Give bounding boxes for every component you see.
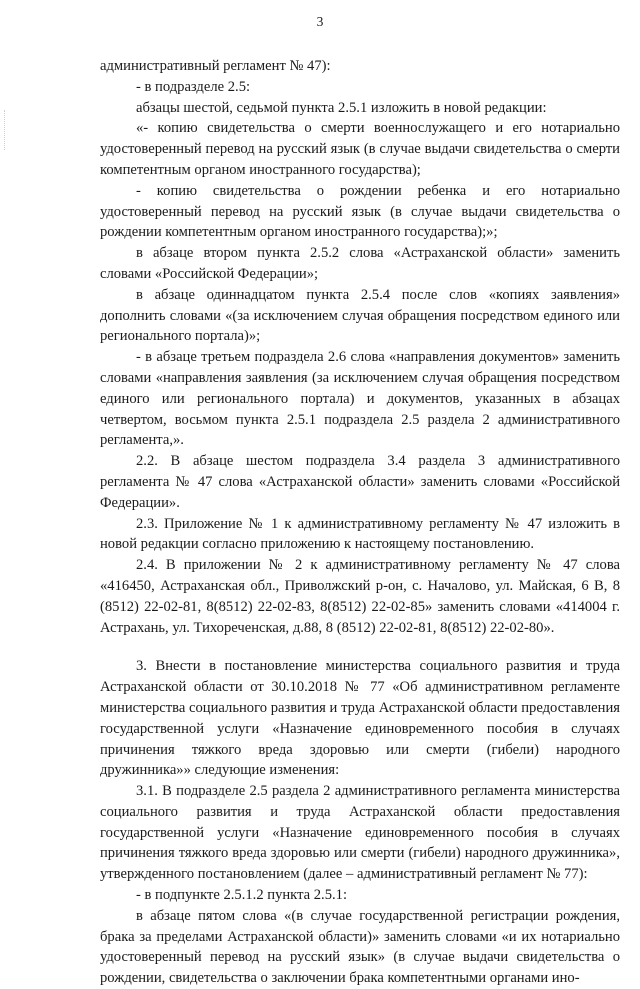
scan-edge-marks (4, 110, 9, 150)
paragraph: - в подпункте 2.5.1.2 пункта 2.5.1: (136, 887, 347, 904)
paragraph: - в подразделе 2.5: (136, 78, 251, 95)
paragraph: 3. Внести в постановление министерства социального развития и труда Астраханской области от 30.10.2018 № 77 «Об административном регламенте министерства социального развития и труда Астраханской области предоставления государственной услуги «Назначение единовременного пособия в случаях причинения тяжкого вреда здоровью или смерти (гибели) народного дружинника»» следующие изменения: (100, 658, 620, 779)
paragraph: - в абзаце третьем подраздела 2.6 слова «направления документов» заменить словами «направления заявления (за исключением случая обращения посредством единого или регионального портала) и документов, указанных в абзацах четвертом, восьмом пункта 2.5.1 подраздела 2.5 раздела 2 административного регламента,». (100, 349, 620, 449)
paragraph: в абзаце пятом слова «(в случае государственной регистрации рождения, брака за пределами Астраханской области)» заменить словами «и их нотариально удостоверенный перевод на русский язык» (в случае выдачи свидетельства о рождении, свидетельства о заключении брака компетентными органами ино- (100, 907, 620, 987)
paragraph: в абзаце втором пункта 2.5.2 слова «Астраханской области» заменить словами «Российской Федерации»; (100, 245, 620, 282)
paragraph: административный регламент № 47): (100, 58, 331, 74)
paragraph: 2.4. В приложении № 2 к административному регламенту № 47 слова «416450, Астраханская обл., Приволжский р-он, с. Началово, ул. Майская, 6 В, 8 (8512) 22-02-81, 8(8512) 22-02-83, 8(8512) 22-02-85» заменить словами «414004 г. Астрахань, ул. Тихореченская, д.88, 8 (8512) 22-02-81, 8(8512) 22-02-80». (100, 557, 620, 636)
paragraph: «- копию свидетельства о смерти военнослужащего и его нотариально удостоверенный перевод на русский язык (в случае выдачи свидетельства о смерти компетентным органом иностранного государства); (100, 120, 620, 178)
paragraph: 2.2. В абзаце шестом подраздела 3.4 раздела 3 административного регламента № 47 слова «Астраханской области» заменить словами «Российской Федерации». (100, 453, 620, 511)
paragraph: - копию свидетельства о рождении ребенка и его нотариально удостоверенный перевод на русский язык (в случае выдачи свидетельства о рождении компетентным органом иностранного государства);»; (100, 182, 620, 241)
document-body (100, 56, 620, 989)
paragraph: абзацы шестой, седьмой пункта 2.5.1 изложить в новой редакции: (136, 99, 547, 116)
page-number: 3 (316, 14, 324, 29)
paragraph: 3.1. В подразделе 2.5 раздела 2 административного регламента министерства социального развития и труда Астраханской области предоставления государственной услуги «Назначение единовременного пособия в случаях причинения тяжкого вреда здоровью или смерти (гибели) народного дружинника», утвержденного постановлением (далее – административный регламент № 77): (100, 783, 620, 883)
paragraph: в абзаце одиннадцатом пункта 2.5.4 после слов «копиях заявления» дополнить словами «(за исключением случая обращения посредством единого или регионального портала)»; (100, 286, 620, 345)
paragraph: 2.3. Приложение № 1 к административному регламенту № 47 изложить в новой редакции согласно приложению к настоящему постановлению. (100, 515, 620, 553)
